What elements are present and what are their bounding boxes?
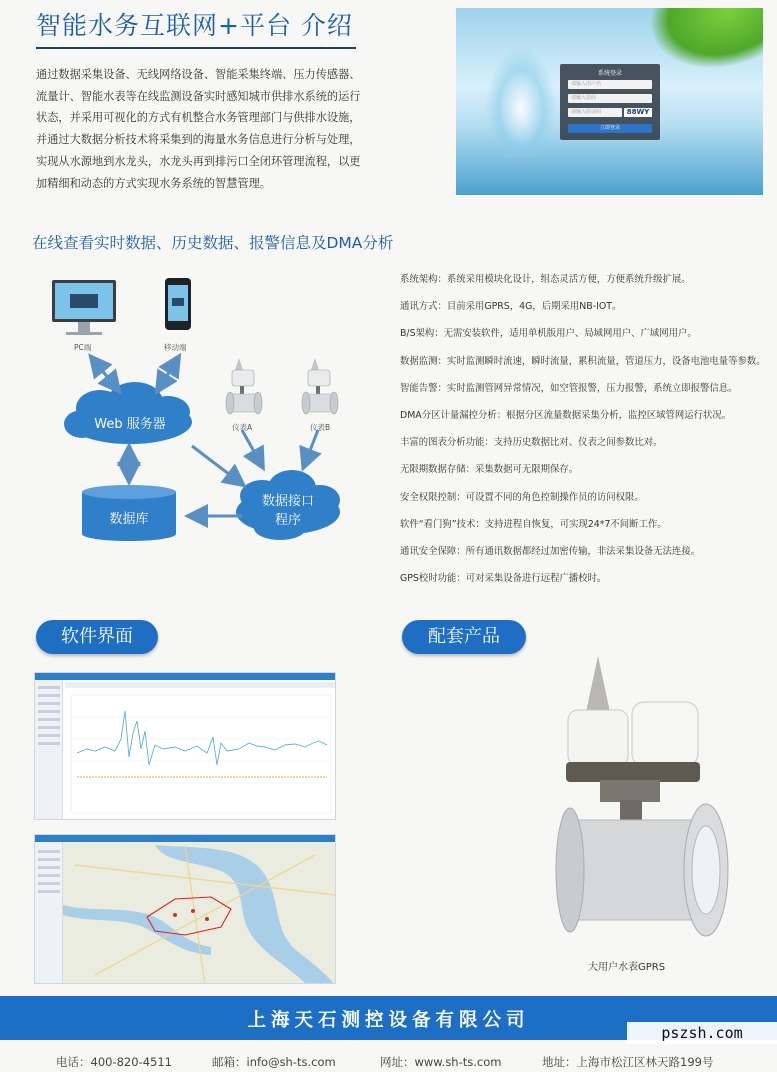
feature-item: 丰富的图表分析功能：支持历史数据比对、仪表之间参数比对。 (400, 437, 663, 449)
trend-chart (35, 673, 336, 820)
feature-item: 智能告警：实时监测管网异常情况，如空管报警，压力报警，系统立即报警信息。 (400, 382, 738, 394)
captcha-image: 88WY (624, 108, 652, 117)
feature-item: 软件“看门狗”技术：支持进程自恢复，可实现24*7不间断工作。 (400, 518, 667, 530)
interface-label-line2: 程序 (274, 513, 301, 528)
contact-website: 网址：www.sh-ts.com (380, 1055, 502, 1069)
feature-list (400, 270, 770, 596)
feature-item: 系统架构：系统采用模块化设计，组态灵活方便，方便系统升级扩展。 (400, 274, 691, 285)
captcha-field[interactable]: 请输入验证码 (568, 108, 622, 117)
web-server-label: Web 服务器 (94, 417, 166, 432)
title-divider (36, 47, 356, 49)
feature-item: 通讯方式：目前采用GPRS，4G，后期采用NB-IOT。 (400, 301, 622, 313)
watermark: pszsh.com (627, 1022, 777, 1044)
feature-item: DMA分区计量漏控分析：根据分区流量数据采集分析，监控区域管网运行状况。 (400, 409, 732, 421)
product-caption: 大用户水表GPRS (588, 962, 666, 973)
page-title: 智能水务互联网+平台 介绍 (36, 11, 353, 40)
meter-a-label: 仪表A (232, 423, 253, 432)
password-field[interactable]: 请输入密码 (568, 94, 652, 103)
water-splash-decoration (486, 48, 556, 158)
mobile-icon (165, 278, 191, 330)
hero-login-image (456, 8, 763, 195)
meter-icon (302, 358, 338, 414)
leaf-decoration (642, 8, 763, 86)
database-label: 数据库 (109, 512, 149, 527)
company-name: 上海天石测控设备有限公司 (247, 1010, 530, 1031)
contact-phone: 电话：400-820-4511 (56, 1055, 172, 1069)
dma-map (35, 835, 336, 984)
feature-item: 数据监测：实时监测瞬时流速，瞬时流量，累积流量，管道压力，设备电池电量等参数。 (400, 355, 766, 367)
feature-item: 安全权限控制：可设置不同的角色控制操作员的访问权限。 (400, 491, 644, 503)
meter-b-label: 仪表B (310, 423, 331, 432)
pc-icon (52, 280, 116, 335)
intro-paragraph: 通过数据采集设备、无线网络设备、智能采集终端、压力传感器、流量计、智能水表等在线监测设备实时感知城市供排水系统的运行状态，并采用可视化的方式有机整合水务管理部门与供排水设施，并通过大数据分析技术将采集到的海量水务信息进行分析与处理，实现从水源地到水龙头，水龙头再到排污口全闭环管理流程，以更加精细和动态的方式实现水务系统的智慧管理。 (36, 68, 361, 190)
product-image (540, 652, 730, 952)
username-field[interactable]: 请输入用户名 (568, 80, 652, 89)
contact-email: 邮箱：info@sh-ts.com (212, 1055, 336, 1069)
flow-meter-icon (540, 652, 730, 952)
feature-item: 无限期数据存储：采集数据可无限期保存。 (400, 464, 579, 476)
architecture-diagram (30, 270, 380, 570)
mobile-label: 移动端 (164, 343, 187, 352)
interface-label-line1: 数据接口 (261, 494, 314, 509)
feature-item: GPS校时功能：可对采集设备进行远程广播校时。 (400, 573, 607, 585)
meter-icon (226, 358, 262, 414)
section-heading: 在线查看实时数据、历史数据、报警信息及DMA分析 (32, 234, 394, 252)
products-heading: 配套产品 (402, 620, 526, 654)
software-heading: 软件界面 (36, 620, 158, 654)
pc-label: PC端 (74, 343, 92, 352)
software-map-screenshot (34, 834, 336, 984)
login-panel (560, 64, 660, 140)
login-title: 系统登录 (597, 70, 622, 77)
contact-address: 地址：上海市松江区林天路199号 (542, 1055, 714, 1069)
feature-item: B/S架构：无需安装软件，适用单机版用户、局域网用户、广域网用户。 (400, 328, 697, 340)
login-button[interactable]: 立即登录 (568, 124, 652, 133)
software-chart-screenshot (34, 672, 336, 820)
feature-item: 通讯安全保障：所有通讯数据都经过加密传输，非法采集设备无法连接。 (400, 545, 701, 557)
